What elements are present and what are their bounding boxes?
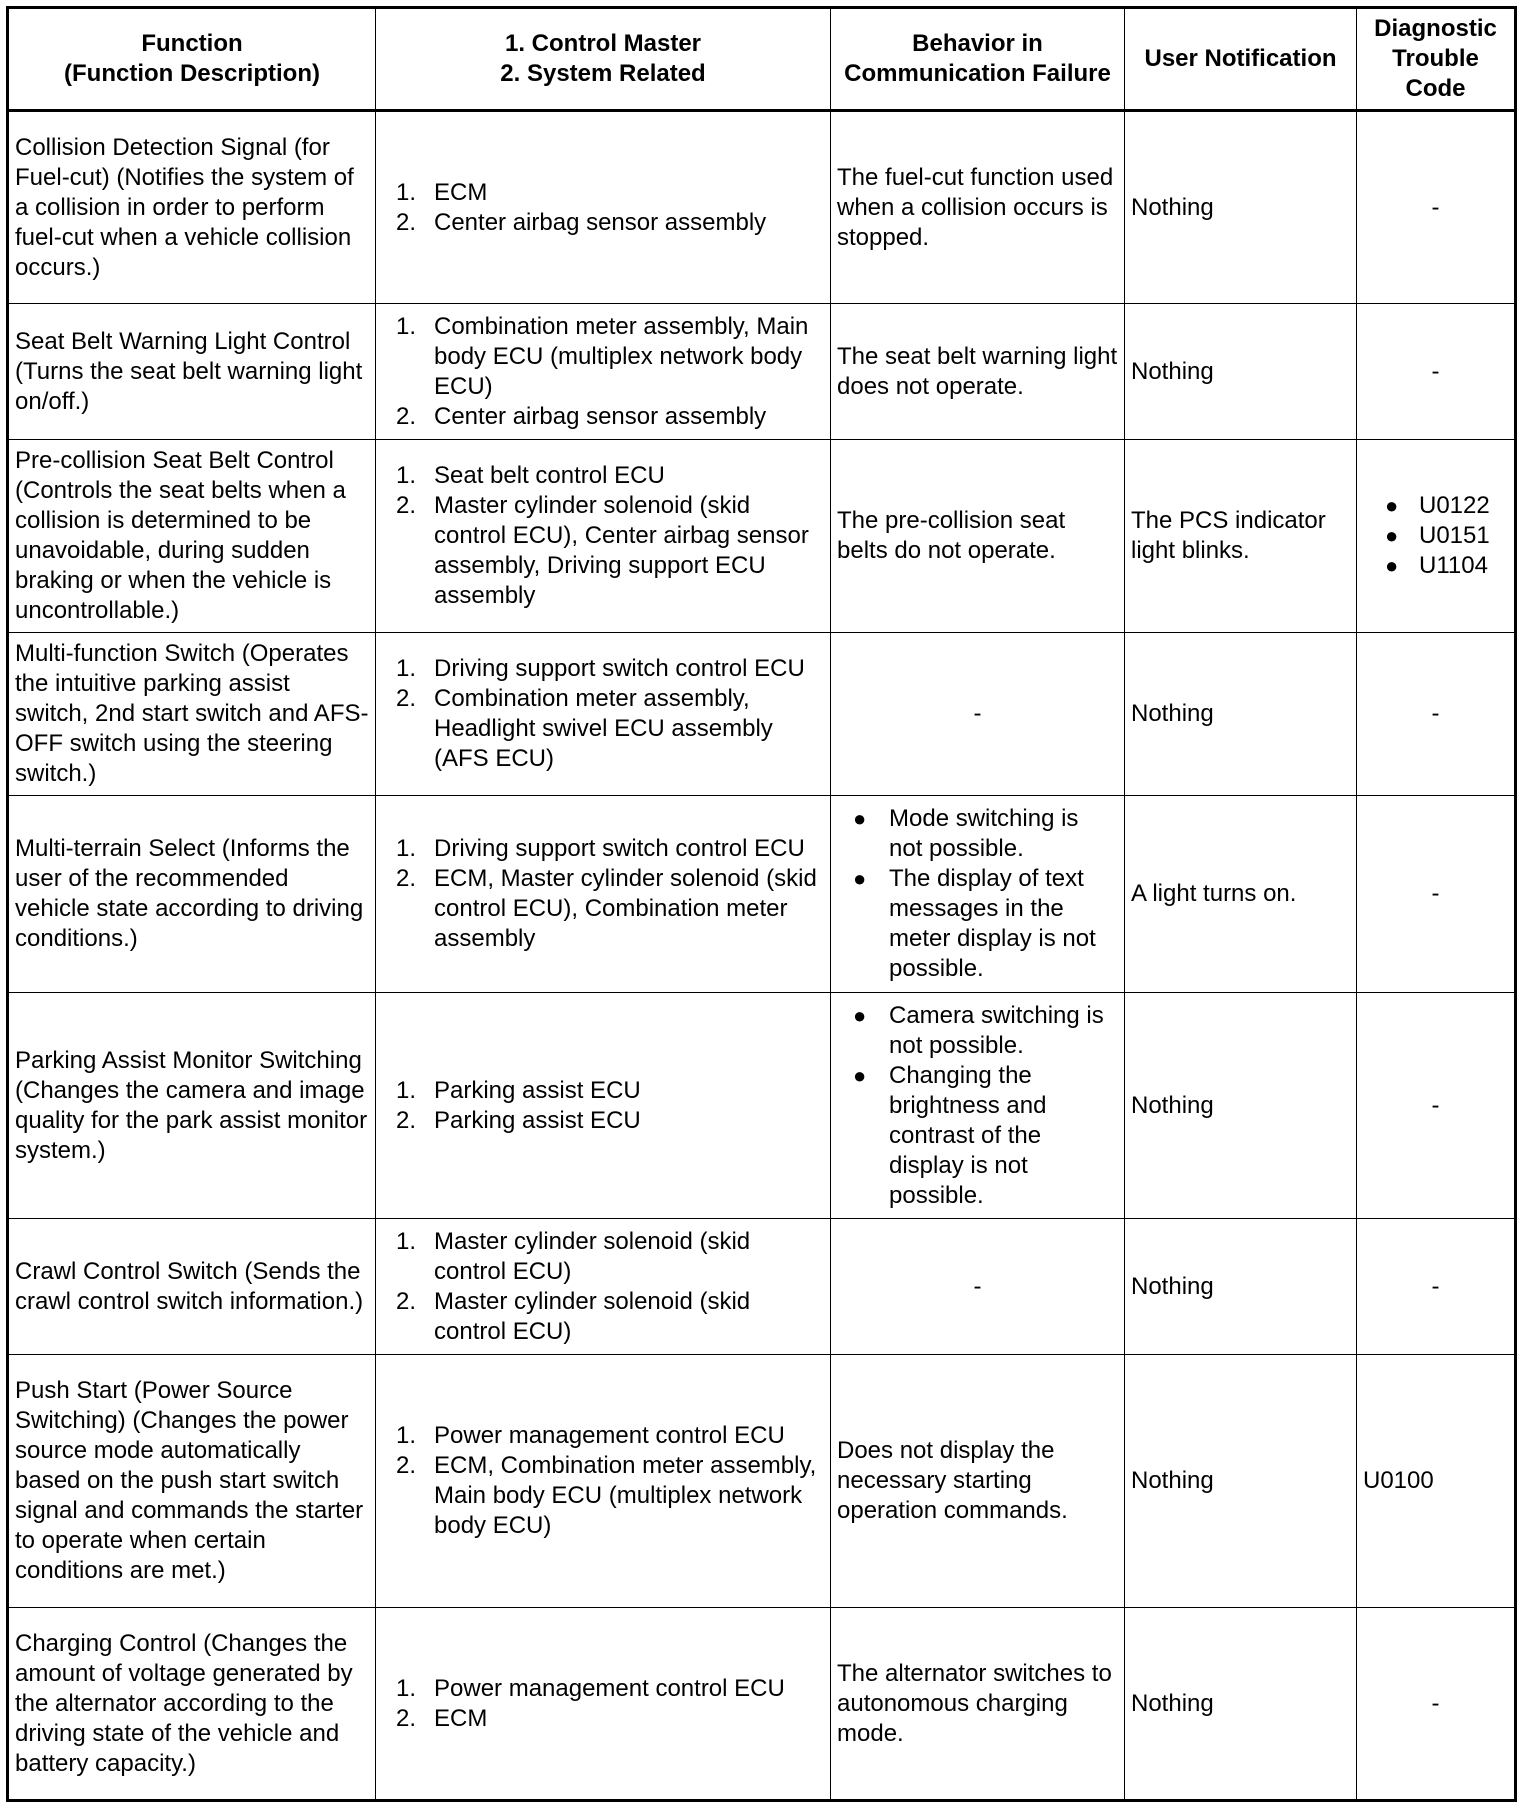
dtc-cell: U0100 bbox=[1357, 1355, 1516, 1608]
control-cell: 1. Seat belt control ECU 2. Master cylinder solenoid (skid control ECU), Center airbag sensor assembly, Driving support ECU assembly bbox=[376, 440, 831, 633]
behavior-item: ● Changing the brightness and contrast of the display is not possible. bbox=[853, 1061, 1047, 1209]
dtc-cell: - bbox=[1357, 304, 1516, 440]
control-cell: 1. Power management control ECU 2. ECM bbox=[376, 1608, 831, 1801]
bullet-icon: ● bbox=[853, 1002, 867, 1028]
dtc-code: ● U0122 bbox=[1385, 492, 1490, 519]
header-notification: User Notification bbox=[1125, 8, 1357, 111]
control-cell: 1. Power management control ECU 2. ECM, Combination meter assembly, Main body ECU (multiplex network body ECU) bbox=[376, 1355, 831, 1608]
dtc-cell: - bbox=[1357, 796, 1516, 993]
bullet-icon: ● bbox=[1385, 523, 1399, 548]
behavior-item: ● The display of text messages in the meter display is not possible. bbox=[853, 865, 1096, 982]
notification-cell: Nothing bbox=[1125, 1608, 1357, 1801]
table-row bbox=[8, 1355, 1516, 1608]
function-cell: Push Start (Power Source Switching) (Changes the power source mode automatically based on the push start switch signal and commands the starter to operate when certain conditions are met.) bbox=[8, 1355, 376, 1608]
behavior-cell: - bbox=[831, 1219, 1125, 1355]
table-row bbox=[8, 796, 1516, 993]
notification-cell: Nothing bbox=[1125, 1219, 1357, 1355]
table-row bbox=[8, 111, 1516, 304]
notification-cell: A light turns on. bbox=[1125, 796, 1357, 993]
dtc-cell: - bbox=[1357, 1219, 1516, 1355]
notification-cell: Nothing bbox=[1125, 993, 1357, 1219]
function-cell: Charging Control (Changes the amount of voltage generated by the alternator according to the driving state of the vehicle and battery capacity.) bbox=[8, 1608, 376, 1801]
function-cell: Parking Assist Monitor Switching (Changes the camera and image quality for the park assist monitor system.) bbox=[8, 993, 376, 1219]
header-function: Function (Function Description) bbox=[8, 8, 376, 111]
table-row bbox=[8, 1219, 1516, 1355]
dtc-cell: - bbox=[1357, 1608, 1516, 1801]
notification-cell: Nothing bbox=[1125, 1355, 1357, 1608]
behavior-cell: The pre-collision seat belts do not operate. bbox=[831, 440, 1125, 633]
behavior-cell: Does not display the necessary starting operation commands. bbox=[831, 1355, 1125, 1608]
dtc-cell: - bbox=[1357, 111, 1516, 304]
function-cell: Pre-collision Seat Belt Control (Controls the seat belts when a collision is determined to be unavoidable, during sudden braking or when the vehicle is uncontrollable.) bbox=[8, 440, 376, 633]
behavior-cell: The seat belt warning light does not operate. bbox=[831, 304, 1125, 440]
behavior-cell: The fuel-cut function used when a collision occurs is stopped. bbox=[831, 111, 1125, 304]
header-behavior: Behavior in Communication Failure bbox=[831, 8, 1125, 111]
header-dtc: Diagnostic Trouble Code bbox=[1357, 8, 1516, 111]
communication-function-table bbox=[6, 6, 1517, 1802]
notification-cell: Nothing bbox=[1125, 111, 1357, 304]
function-cell: Crawl Control Switch (Sends the crawl control switch information.) bbox=[8, 1219, 376, 1355]
behavior-item: ● Mode switching is not possible. bbox=[853, 805, 1079, 862]
bullet-icon: ● bbox=[1385, 553, 1399, 578]
function-cell: Collision Detection Signal (for Fuel-cut) (Notifies the system of a collision in order to perform fuel-cut when a vehicle collision occurs.) bbox=[8, 111, 376, 304]
control-cell: 1. Driving support switch control ECU 2. Combination meter assembly, Headlight swivel ECU assembly (AFS ECU) bbox=[376, 633, 831, 796]
notification-cell: The PCS indicator light blinks. bbox=[1125, 440, 1357, 633]
control-cell: 1. Parking assist ECU 2. Parking assist ECU bbox=[376, 993, 831, 1219]
header-row bbox=[8, 8, 1516, 111]
function-cell: Seat Belt Warning Light Control (Turns the seat belt warning light on/off.) bbox=[8, 304, 376, 440]
notification-cell: Nothing bbox=[1125, 304, 1357, 440]
header-control: 1. Control Master 2. System Related bbox=[376, 8, 831, 111]
bullet-icon: ● bbox=[853, 866, 867, 891]
dtc-cell bbox=[1357, 440, 1516, 633]
function-cell: Multi-terrain Select (Informs the user of the recommended vehicle state according to driving conditions.) bbox=[8, 796, 376, 993]
behavior-cell: - bbox=[831, 633, 1125, 796]
control-cell: 1. Master cylinder solenoid (skid control ECU) 2. Master cylinder solenoid (skid control ECU) bbox=[376, 1219, 831, 1355]
function-cell: Multi-function Switch (Operates the intuitive parking assist switch, 2nd start switch and AFS-OFF switch using the steering switch.) bbox=[8, 633, 376, 796]
table-row bbox=[8, 1608, 1516, 1801]
control-cell: 1. ECM 2. Center airbag sensor assembly bbox=[376, 111, 831, 304]
table-row bbox=[8, 304, 1516, 440]
behavior-item: ● Camera switching is not possible. bbox=[853, 1001, 1104, 1059]
control-cell: 1. Combination meter assembly, Main body ECU (multiplex network body ECU) 2. Center airbag sensor assembly bbox=[376, 304, 831, 440]
behavior-cell bbox=[831, 993, 1125, 1219]
dtc-cell: - bbox=[1357, 633, 1516, 796]
dtc-code: ● U0151 bbox=[1385, 522, 1490, 549]
table-row bbox=[8, 633, 1516, 796]
bullet-icon: ● bbox=[853, 806, 867, 831]
bullet-icon: ● bbox=[853, 1062, 867, 1088]
dtc-cell: - bbox=[1357, 993, 1516, 1219]
notification-cell: Nothing bbox=[1125, 633, 1357, 796]
table-row bbox=[8, 993, 1516, 1219]
dtc-code: ● U1104 bbox=[1385, 552, 1488, 579]
behavior-cell bbox=[831, 796, 1125, 993]
table-row bbox=[8, 440, 1516, 633]
control-cell: 1. Driving support switch control ECU 2. ECM, Master cylinder solenoid (skid control ECU), Combination meter assembly bbox=[376, 796, 831, 993]
behavior-cell: The alternator switches to autonomous charging mode. bbox=[831, 1608, 1125, 1801]
bullet-icon: ● bbox=[1385, 493, 1399, 518]
